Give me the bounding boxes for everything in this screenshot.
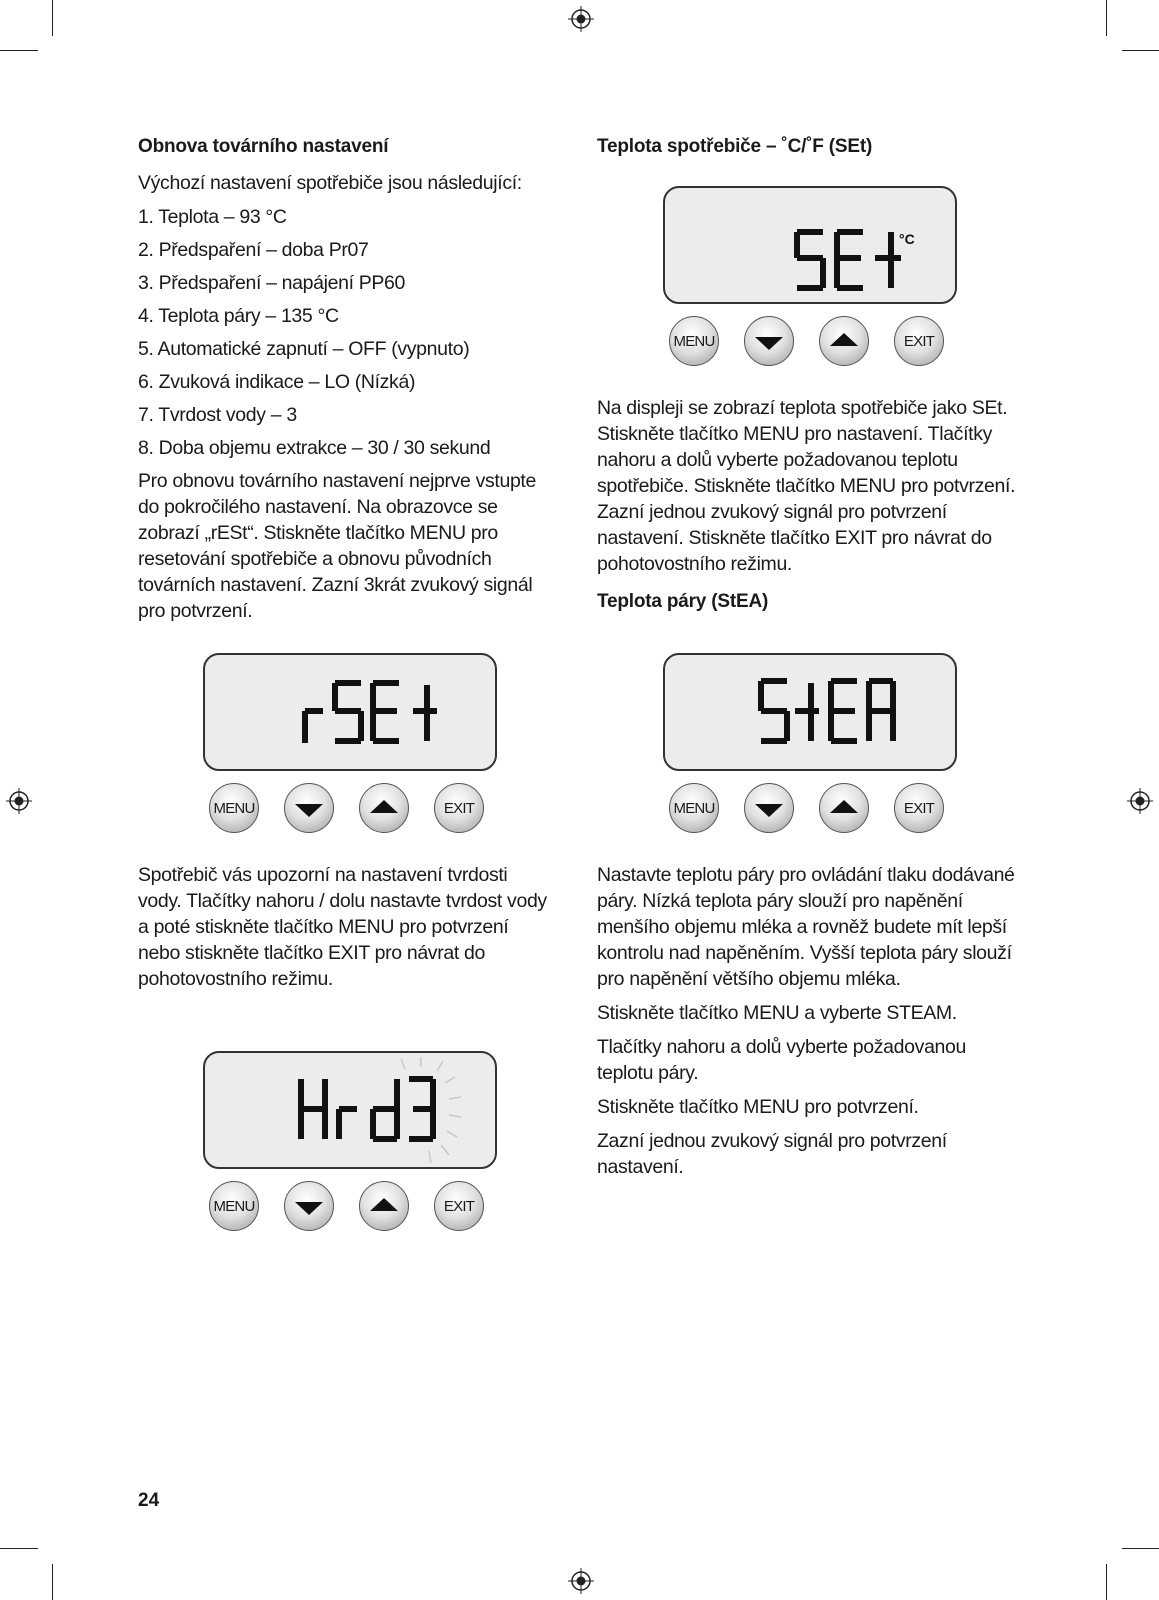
menu-button[interactable] [209, 1181, 259, 1231]
list-item: 1. Teplota – 93 °C [138, 206, 287, 228]
lcd-rest-segments-icon [205, 655, 495, 769]
arrow-down-icon [755, 337, 783, 350]
list-item: 4. Teplota páry – 135 °C [138, 305, 339, 327]
defaults-intro: Výchozí nastavení spotřebiče jsou následující: [138, 172, 522, 194]
exit-button-label: EXIT [903, 332, 935, 350]
steam-paragraph: Tlačítky nahoru a dolů vyberte požadovanou teplotu páry. [597, 1036, 967, 1084]
menu-button[interactable] [669, 316, 719, 366]
lcd-unit-label: °C [899, 231, 915, 247]
set-instructions: Na displeji se zobrazí teplota spotřebiče jako SEt. Stiskněte tlačítko MENU pro nastavení. Tlačítky nahoru a dolů vyberte požadovanou teplotu spotřebiče. Stiskněte tlačítko MENU pro potvrzení. Zazní jednou zvukový signál pro potvrzení nastavení. Stiskněte tlačítko EXIT pro návrat do pohotovostního režimu. [597, 397, 1016, 575]
lcd-screen [663, 186, 957, 304]
reset-instructions: Pro obnovu továrního nastavení nejprve vstupte do pokročilého nastavení. Na obrazovce se zobrazí „rESt“. Stiskněte tlačítko MENU pro resetování spotřebiče a obnovu původních továrních nastavení. Zazní 3krát zvukový signál pro potvrzení. [138, 470, 536, 622]
up-button[interactable] [359, 1181, 409, 1231]
steam-section [597, 862, 1017, 1188]
defaults-list [138, 204, 548, 461]
list-item: 6. Zvuková indikace – LO (Nízká) [138, 371, 416, 393]
set-section [597, 395, 1017, 625]
crop-mark [1106, 1564, 1107, 1600]
steam-paragraph: Stiskněte tlačítko MENU a vyberte STEAM. [597, 1002, 957, 1024]
button-row [209, 783, 493, 835]
exit-button[interactable] [894, 783, 944, 833]
hardness-display-panel [203, 1051, 497, 1231]
set-display-panel [663, 186, 957, 366]
down-button[interactable] [284, 1181, 334, 1231]
appliance-temp-heading: Teplota spotřebiče – ˚C/˚F (SEt) [597, 136, 873, 157]
down-button[interactable] [284, 783, 334, 833]
crop-mark [1122, 1548, 1159, 1549]
list-item: 8. Doba objemu extrakce – 30 / 30 sekund [138, 437, 491, 459]
lcd-screen [203, 653, 497, 771]
steam-paragraph: Zazní jednou zvukový signál pro potvrzení nastavení. [597, 1130, 947, 1178]
steam-paragraph: Nastavte teplotu páry pro ovládání tlaku dodávané páry. Nízká teplota páry slouží pro napěnění menšího objemu mléka a rovněž budete mít lepší kontrolu nad napěněním. Vyšší teplota páry slouží pro napěnění většího objemu mléka. [597, 864, 1015, 990]
registration-mark-icon [568, 6, 594, 32]
list-item: 7. Tvrdost vody – 3 [138, 404, 297, 426]
registration-mark-icon [568, 1568, 594, 1594]
left-column [138, 130, 548, 632]
button-row [669, 783, 953, 835]
arrow-down-icon [755, 804, 783, 817]
steam-display-panel [663, 653, 957, 833]
up-button[interactable] [819, 316, 869, 366]
arrow-up-icon [370, 1198, 398, 1211]
hardness-instructions: Spotřebič vás upozorní na nastavení tvrdosti vody. Tlačítky nahoru / dolu nastavte tvrdost vody a poté stiskněte tlačítko MENU pro potvrzení nebo stiskněte tlačítko EXIT pro návrat do pohotovostního režimu. [138, 864, 547, 990]
lcd-stea-segments-icon [665, 655, 955, 769]
up-button[interactable] [819, 783, 869, 833]
lcd-screen [663, 653, 957, 771]
menu-button[interactable] [669, 783, 719, 833]
steam-paragraph: Stiskněte tlačítko MENU pro potvrzení. [597, 1096, 919, 1118]
exit-button[interactable] [894, 316, 944, 366]
exit-button-label: EXIT [443, 799, 475, 817]
menu-button[interactable] [209, 783, 259, 833]
rest-display-panel [203, 653, 497, 833]
list-item: 2. Předspaření – doba Pr07 [138, 239, 369, 261]
exit-button-label: EXIT [903, 799, 935, 817]
crop-mark [1122, 50, 1159, 51]
registration-mark-icon [1127, 788, 1153, 814]
arrow-down-icon [295, 1202, 323, 1215]
crop-mark [52, 1564, 53, 1600]
list-item: 5. Automatické zapnutí – OFF (vypnuto) [138, 338, 470, 360]
arrow-down-icon [295, 804, 323, 817]
crop-mark [0, 1548, 38, 1549]
factory-reset-heading: Obnova továrního nastavení [138, 136, 389, 157]
down-button[interactable] [744, 316, 794, 366]
exit-button-label: EXIT [443, 1197, 475, 1215]
steam-temp-heading: Teplota páry (StEA) [597, 591, 769, 612]
exit-button[interactable] [434, 1181, 484, 1231]
list-item: 3. Předspaření – napájení PP60 [138, 272, 406, 294]
button-row [669, 316, 953, 368]
arrow-up-icon [830, 333, 858, 346]
crop-mark [0, 50, 38, 51]
lcd-hrd3-segments-icon [205, 1053, 495, 1167]
exit-button[interactable] [434, 783, 484, 833]
arrow-up-icon [370, 800, 398, 813]
menu-button-label: MENU [673, 332, 715, 350]
registration-mark-icon [6, 788, 32, 814]
crop-mark [1106, 0, 1107, 36]
down-button[interactable] [744, 783, 794, 833]
right-column [597, 130, 1017, 170]
button-row [209, 1181, 493, 1233]
menu-button-label: MENU [213, 1197, 255, 1215]
arrow-up-icon [830, 800, 858, 813]
lcd-set-segments-icon [665, 188, 955, 302]
up-button[interactable] [359, 783, 409, 833]
lcd-screen [203, 1051, 497, 1169]
page-number: 24 [138, 1490, 160, 1511]
menu-button-label: MENU [673, 799, 715, 817]
menu-button-label: MENU [213, 799, 255, 817]
crop-mark [52, 0, 53, 36]
